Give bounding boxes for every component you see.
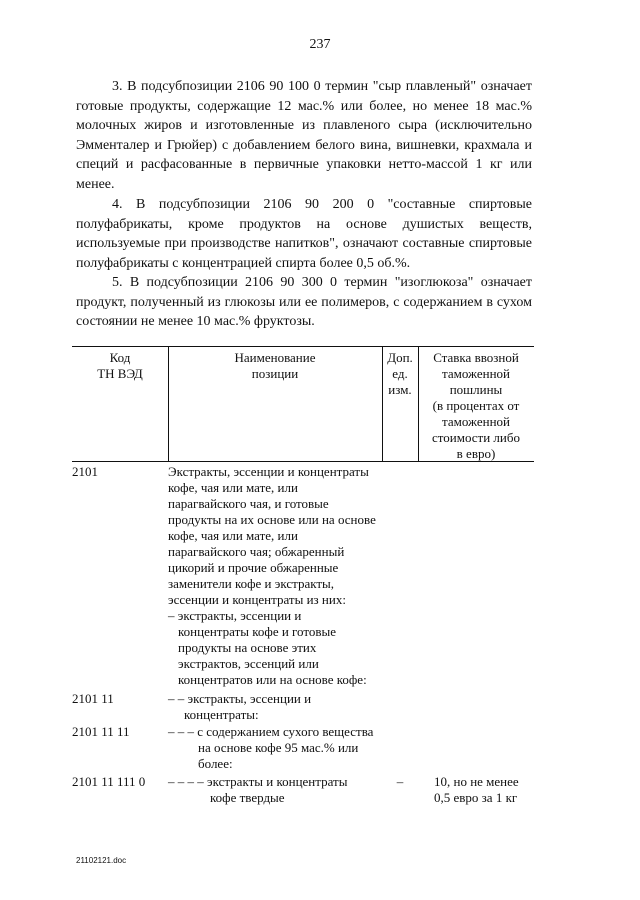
page-number: 237 [309, 37, 331, 52]
row-name: – – – с содержанием сухого вещества на основе кофе 95 мас.% или более: [168, 724, 374, 771]
row-name: – – – – экстракты и концентраты кофе твердые [168, 774, 348, 805]
row-code: 2101 [72, 464, 98, 479]
header-code: Код ТН ВЭД [97, 350, 143, 381]
header-unit: Доп. ед. изм. [387, 350, 413, 397]
row-name: – – экстракты, эссенции и концентраты: [168, 691, 312, 722]
paragraph-5: 5. В подсубпозиции 2106 90 300 0 термин "изоглюкоза" означает продукт, полученный из глюкозы или ее полимеров, с содержанием в сухом состоянии не менее 10 мас.% фруктозы. [76, 275, 532, 330]
paragraph-4: 4. В подсубпозиции 2106 90 200 0 "составные спиртовые полуфабрикаты, кроме продуктов на основе душистых веществ, используемые при производстве напитков", означают составные спиртовые полуфабрикаты с концентрацией спирта более 0,5 об.%. [76, 197, 532, 271]
row-code: 2101 11 111 0 [72, 774, 146, 789]
row-unit: – [396, 774, 404, 789]
row-rate: 10, но не менее 0,5 евро за 1 кг [434, 774, 519, 805]
row-code: 2101 11 11 [72, 724, 130, 739]
tariff-table [72, 346, 534, 805]
row-code: 2101 11 [72, 691, 114, 706]
table-header [72, 346, 534, 462]
header-rate: Ставка ввозной таможенной пошлины (в процентах от таможенной стоимости либо в евро) [431, 350, 520, 461]
paragraph-3: 3. В подсубпозиции 2106 90 100 0 термин "сыр плавленый" означает готовые продукты, содержащие 12 мас.% или более, но менее 18 мас.% молочных жиров и изготовленные из плавленого сыра (исключительно Эмменталер и Грюйер) с добавлением белого вина, вишневки, крахмала и специй и расфасованные в первичные упаковки нетто-массой 1 кг или менее. [76, 79, 532, 192]
header-name: Наименование позиции [234, 350, 316, 381]
row-name: Экстракты, эссенции и концентраты кофе, чая или мате, или парагвайского чая, и готовые продукты на их основе или на основе кофе, чая или мате, или парагвайского чая; обжаренный цикорий и прочие обжаренные заменители кофе и экстракты, эссенции и концентраты из них: – экстракты, эссенции и концентраты кофе и готовые продукты на основе этих экстрактов, эссенций или концентратов или на основе кофе: [168, 464, 376, 687]
footer-filename: 21102121.doc [76, 856, 127, 865]
